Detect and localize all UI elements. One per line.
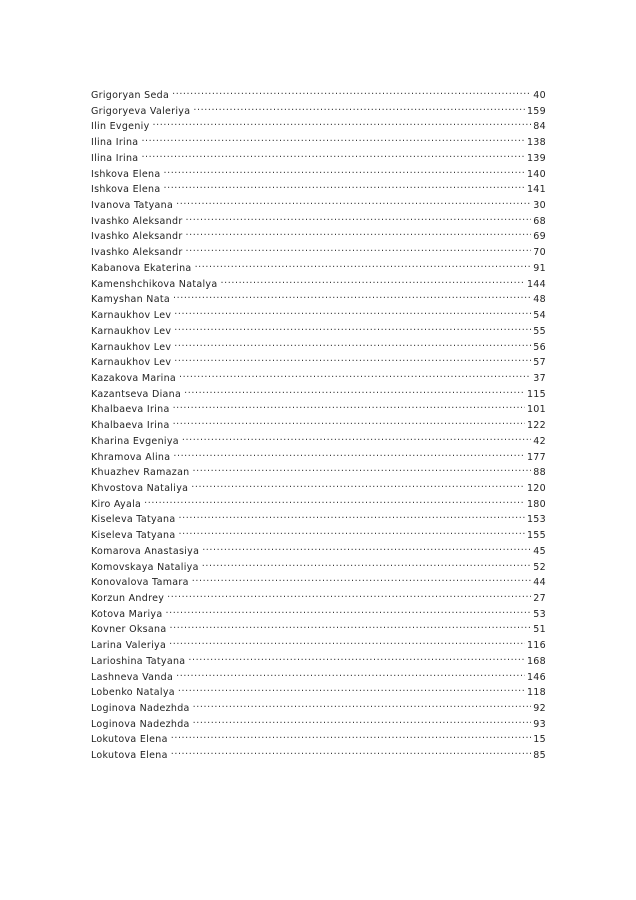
page-number: 139 xyxy=(526,152,546,164)
index-entry xyxy=(91,637,546,653)
page-number: 146 xyxy=(526,671,546,683)
dot-leader xyxy=(141,150,525,161)
page-number: 15 xyxy=(533,734,546,746)
dot-leader xyxy=(174,323,531,334)
index-entry xyxy=(91,370,546,386)
index-entry xyxy=(91,464,546,480)
author-name: Komovskaya Nataliya xyxy=(91,561,199,573)
page-number: 30 xyxy=(533,200,546,212)
dot-leader xyxy=(169,621,531,632)
page-number: 48 xyxy=(533,294,546,306)
index-entry xyxy=(91,511,546,527)
author-name: Karnaukhov Lev xyxy=(91,325,172,337)
dot-leader xyxy=(193,103,525,114)
index-entry xyxy=(91,87,546,103)
author-name: Kovner Oksana xyxy=(91,624,167,636)
page-number: 70 xyxy=(533,247,546,259)
page-number: 44 xyxy=(533,577,546,589)
index-entry xyxy=(91,574,546,590)
author-name: Ishkova Elena xyxy=(91,184,161,196)
index-entry xyxy=(91,213,546,229)
index-entry xyxy=(91,291,546,307)
page-number: 180 xyxy=(526,498,546,510)
index-entry xyxy=(91,181,546,197)
page-number: 55 xyxy=(533,325,546,337)
page-number: 159 xyxy=(526,105,546,117)
dot-leader xyxy=(184,386,525,397)
page-number: 144 xyxy=(526,278,546,290)
author-index-list xyxy=(91,87,546,763)
index-entry xyxy=(91,559,546,575)
index-entry xyxy=(91,669,546,685)
page-number: 53 xyxy=(533,608,546,620)
page-number: 118 xyxy=(526,687,546,699)
page-number: 57 xyxy=(533,357,546,369)
author-name: Kiseleva Tatyana xyxy=(91,530,176,542)
dot-leader xyxy=(167,590,531,601)
dot-leader xyxy=(220,276,524,287)
dot-leader xyxy=(173,291,531,302)
dot-leader xyxy=(193,700,532,711)
dot-leader xyxy=(193,716,532,727)
author-name: Lokutova Elena xyxy=(91,750,168,762)
dot-leader xyxy=(202,559,532,570)
index-entry xyxy=(91,684,546,700)
dot-leader xyxy=(186,213,532,224)
page-number: 56 xyxy=(533,341,546,353)
page-number: 140 xyxy=(526,168,546,180)
dot-leader xyxy=(182,433,531,444)
author-name: Ilin Evgeniy xyxy=(91,121,150,133)
author-name: Khuazhev Ramazan xyxy=(91,467,190,479)
index-entry xyxy=(91,228,546,244)
author-name: Karnaukhov Lev xyxy=(91,310,172,322)
index-entry xyxy=(91,449,546,465)
index-entry xyxy=(91,150,546,166)
author-name: Ilina Irina xyxy=(91,137,139,149)
page-number: 42 xyxy=(533,435,546,447)
author-name: Loginova Nadezhda xyxy=(91,718,190,730)
dot-leader xyxy=(191,480,525,491)
page-number: 93 xyxy=(533,718,546,730)
index-entry xyxy=(91,197,546,213)
page-number: 153 xyxy=(526,514,546,526)
page-number: 116 xyxy=(526,640,546,652)
page-number: 141 xyxy=(526,184,546,196)
index-entry xyxy=(91,103,546,119)
author-name: Kazantseva Diana xyxy=(91,388,182,400)
author-name: Ivashko Aleksandr xyxy=(91,247,183,259)
index-entry xyxy=(91,621,546,637)
page-number: 68 xyxy=(533,215,546,227)
author-name: Khvostova Nataliya xyxy=(91,482,189,494)
author-name: Ivanova Tatyana xyxy=(91,200,174,212)
page-number: 101 xyxy=(526,404,546,416)
index-entry xyxy=(91,433,546,449)
index-entry xyxy=(91,386,546,402)
page-number: 40 xyxy=(533,90,546,101)
page-number: 84 xyxy=(533,121,546,133)
page-number: 27 xyxy=(533,593,546,604)
author-name: Larioshina Tatyana xyxy=(91,655,186,667)
page-number: 92 xyxy=(533,703,546,715)
dot-leader xyxy=(179,370,531,381)
author-name: Kiro Ayala xyxy=(91,498,142,510)
dot-leader xyxy=(169,637,525,648)
index-entry xyxy=(91,134,546,150)
dot-leader xyxy=(172,87,531,98)
index-entry xyxy=(91,590,546,606)
author-name: Kabanova Ekaterina xyxy=(91,262,192,274)
index-entry xyxy=(91,244,546,260)
author-name: Karnaukhov Lev xyxy=(91,341,172,353)
dot-leader xyxy=(178,511,524,522)
index-entry xyxy=(91,543,546,559)
index-entry xyxy=(91,276,546,292)
dot-leader xyxy=(141,134,525,145)
author-name: Grigoryan Seda xyxy=(91,90,170,101)
dot-leader xyxy=(163,166,525,177)
dot-leader xyxy=(178,527,524,538)
index-entry xyxy=(91,417,546,433)
page-number: 45 xyxy=(533,545,546,557)
page-number: 138 xyxy=(526,137,546,149)
author-name: Grigoryeva Valeriya xyxy=(91,105,191,117)
author-name: Larina Valeriya xyxy=(91,640,167,652)
index-entry xyxy=(91,401,546,417)
dot-leader xyxy=(174,354,531,365)
author-name: Kamyshan Nata xyxy=(91,294,170,306)
dot-leader xyxy=(195,260,532,271)
index-entry xyxy=(91,527,546,543)
index-entry xyxy=(91,606,546,622)
dot-leader xyxy=(176,669,525,680)
index-entry xyxy=(91,166,546,182)
index-entry xyxy=(91,354,546,370)
dot-leader xyxy=(176,197,531,208)
dot-leader xyxy=(186,228,532,239)
dot-leader xyxy=(202,543,531,554)
author-name: Lokutova Elena xyxy=(91,734,168,746)
page-number: 155 xyxy=(526,530,546,542)
page-number: 54 xyxy=(533,310,546,322)
author-name: Konovalova Tamara xyxy=(91,577,189,589)
dot-leader xyxy=(171,731,532,742)
page-number: 88 xyxy=(533,467,546,479)
author-name: Lobenko Natalya xyxy=(91,687,175,699)
author-name: Khramova Alina xyxy=(91,451,171,463)
page-number: 51 xyxy=(533,624,546,636)
dot-leader xyxy=(173,449,525,460)
page-number: 85 xyxy=(533,750,546,762)
index-entry xyxy=(91,653,546,669)
page-number: 91 xyxy=(533,262,546,274)
dot-leader xyxy=(173,401,525,412)
author-name: Khalbaeva Irina xyxy=(91,404,170,416)
author-name: Komarova Anastasiya xyxy=(91,545,200,557)
dot-leader xyxy=(174,307,531,318)
author-name: Lashneva Vanda xyxy=(91,671,174,683)
page-number: 120 xyxy=(526,482,546,494)
dot-leader xyxy=(174,339,531,350)
page-number: 168 xyxy=(526,655,546,667)
page-number: 115 xyxy=(526,388,546,400)
page-number: 37 xyxy=(533,372,546,384)
author-name: Korzun Andrey xyxy=(91,593,165,604)
dot-leader xyxy=(153,118,532,129)
index-entry xyxy=(91,480,546,496)
dot-leader xyxy=(192,574,532,585)
dot-leader xyxy=(165,606,531,617)
index-entry xyxy=(91,118,546,134)
index-entry xyxy=(91,339,546,355)
author-name: Kazakova Marina xyxy=(91,372,177,384)
page-number: 122 xyxy=(526,420,546,432)
index-entry xyxy=(91,496,546,512)
dot-leader xyxy=(173,417,525,428)
dot-leader xyxy=(188,653,525,664)
dot-leader xyxy=(163,181,525,192)
author-name: Karnaukhov Lev xyxy=(91,357,172,369)
author-name: Kotova Mariya xyxy=(91,608,163,620)
page-number: 52 xyxy=(533,561,546,573)
dot-leader xyxy=(144,496,525,507)
author-name: Kharina Evgeniya xyxy=(91,435,179,447)
index-entry xyxy=(91,700,546,716)
author-name: Ishkova Elena xyxy=(91,168,161,180)
index-entry xyxy=(91,747,546,763)
dot-leader xyxy=(171,747,532,758)
author-name: Ivashko Aleksandr xyxy=(91,231,183,243)
author-name: Loginova Nadezhda xyxy=(91,703,190,715)
author-name: Kamenshchikova Natalya xyxy=(91,278,218,290)
author-name: Ivashko Aleksandr xyxy=(91,215,183,227)
dot-leader xyxy=(178,684,525,695)
page-number: 69 xyxy=(533,231,546,243)
index-entry xyxy=(91,307,546,323)
author-name: Ilina Irina xyxy=(91,152,139,164)
author-name: Kiseleva Tatyana xyxy=(91,514,176,526)
index-entry xyxy=(91,731,546,747)
dot-leader xyxy=(193,464,532,475)
dot-leader xyxy=(186,244,532,255)
index-entry xyxy=(91,716,546,732)
index-entry xyxy=(91,323,546,339)
author-name: Khalbaeva Irina xyxy=(91,420,170,432)
page-number: 177 xyxy=(526,451,546,463)
index-entry xyxy=(91,260,546,276)
